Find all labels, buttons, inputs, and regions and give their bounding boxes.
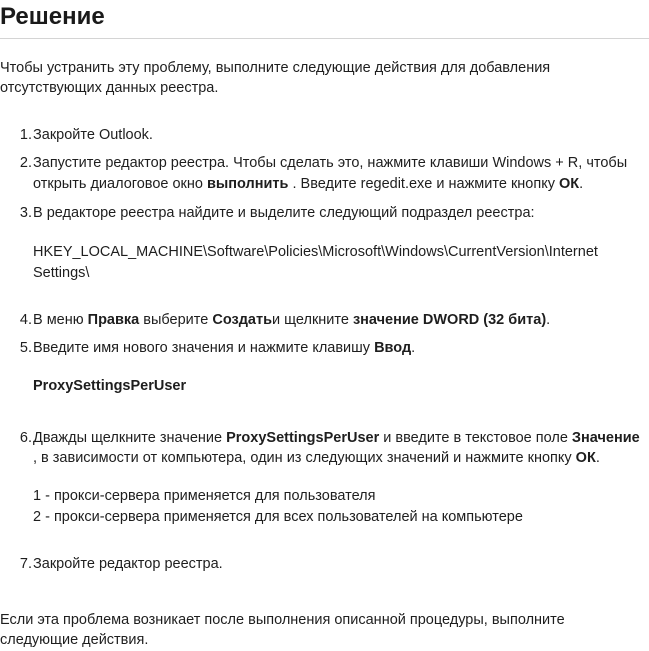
step-4-text-part: . [546,312,551,328]
step-2-line-1: Запустите редактор реестра. Чтобы сделать это, нажмите клавиши Windows + R, чтобы [33,155,628,171]
outro-line-1: Если эта проблема возникает после выполнения описанной процедуры, выполните [0,612,565,628]
step-7-text: Закройте редактор реестра. [33,556,223,572]
ok-label: ОК [575,450,596,466]
step-4-text [33,310,550,331]
step-3-number: 3. [19,205,32,221]
step-1-text: Закройте Outlook. [33,127,153,143]
step-6-line-2 [33,448,600,469]
proxy-value-label: ProxySettingsPerUser [226,430,380,446]
step-6-number: 6. [19,430,32,446]
outro-line-2: следующие действия. [0,632,149,648]
step-4-number: 4. [19,312,32,328]
enter-key-label: Ввод [374,340,412,356]
option-2: 2 - прокси-сервера применяется для всех пользователей на компьютере [33,509,523,525]
create-label: Создать [212,312,272,328]
step-6-text-part: Дважды щелкните значение [33,430,227,446]
option-1: 1 - прокси-сервера применяется для пользователя [33,488,376,504]
page-title: Решение [0,3,105,30]
step-5-text-part: . [411,340,416,356]
registry-path-line-1: HKEY_LOCAL_MACHINE\Software\Policies\Microsoft\Windows\CurrentVersion\Internet [33,244,598,260]
run-dialog-label: выполнить [207,176,289,192]
step-2-text: . Введите regedit.exe и нажмите кнопку [288,176,559,192]
step-1-number: 1. [19,127,32,143]
intro-line-2: отсутствующих данных реестра. [0,80,219,96]
step-2-text: . [579,176,584,192]
step-6-text-part: . [595,450,600,466]
step-6-text-part: , в зависимости от компьютера, один из следующих значений и нажмите кнопку [33,450,576,466]
step-2-number: 2. [19,155,32,171]
step-7-number: 7. [19,556,32,572]
intro-line-1: Чтобы устранить эту проблему, выполните следующие действия для добавления [0,60,551,76]
step-4-text-part: В меню [33,312,88,328]
edit-menu-label: Правка [87,312,140,328]
step-4-text-part: и щелкните [272,312,353,328]
step-2-text: открыть диалоговое окно [33,176,207,192]
step-3-text: В редакторе реестра найдите и выделите следующий подраздел реестра: [33,205,535,221]
step-2-line-2 [33,174,583,195]
step-6-text-part: и введите в текстовое поле [379,430,572,446]
ok-label: ОК [559,176,580,192]
registry-path-line-2: Settings\ [33,265,90,281]
dword-label: значение DWORD (32 бита) [352,312,547,328]
step-5-text-part: Введите имя нового значения и нажмите клавишу [33,340,375,356]
value-name-text: ProxySettingsPerUser [33,378,187,394]
step-4-text-part: выберите [139,312,213,328]
step-5-text [33,338,415,359]
step-6-line-1 [33,428,640,449]
value-field-label: Значение [571,430,640,446]
step-5-number: 5. [19,340,32,356]
title-divider [0,38,649,39]
value-name [33,376,186,397]
